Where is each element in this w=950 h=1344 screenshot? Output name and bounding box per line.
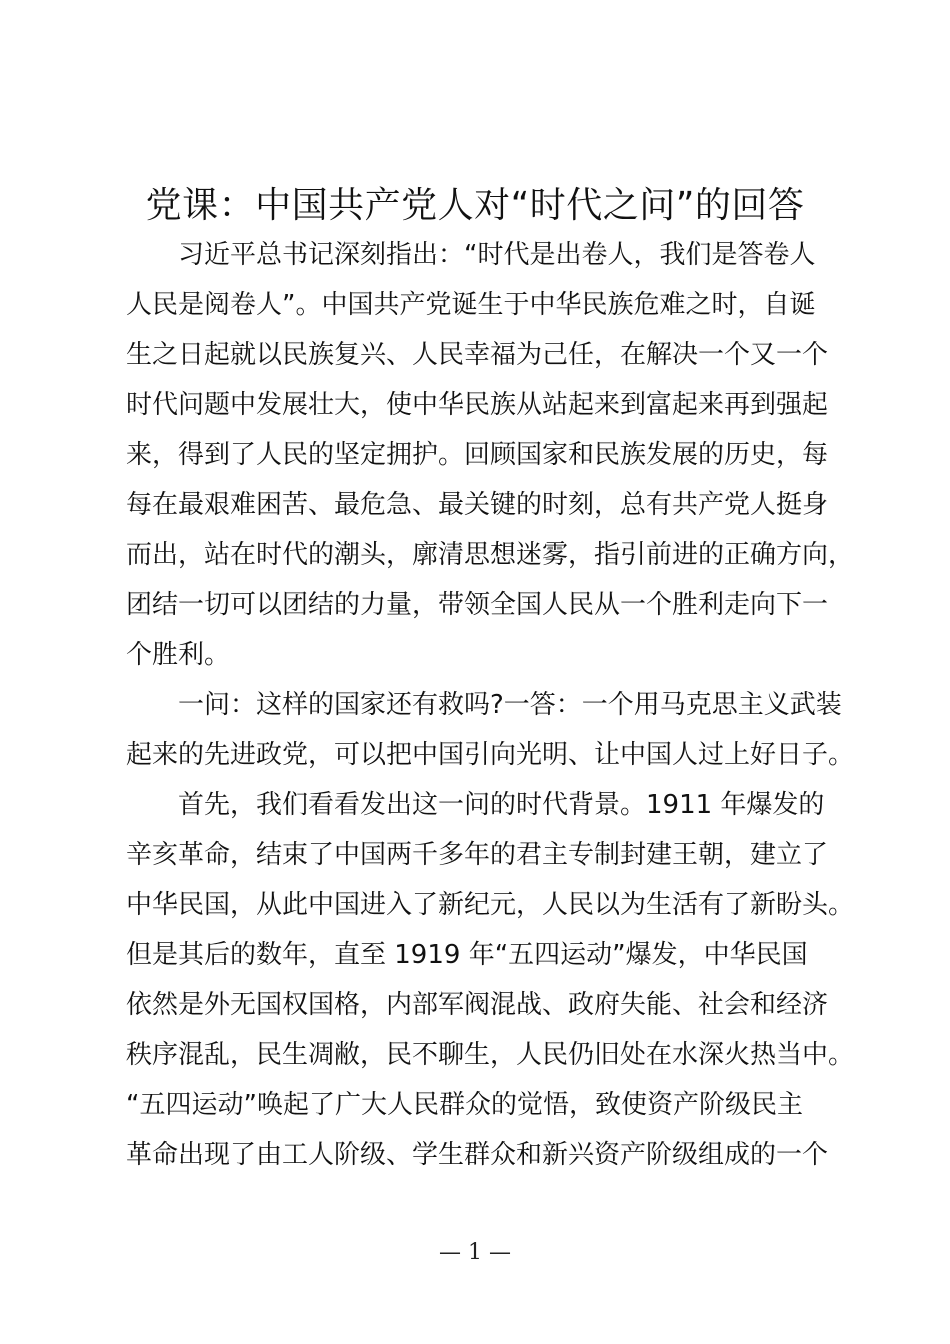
- page-number: — 1 —: [439, 1240, 511, 1265]
- text-line: 团结一切可以团结的力量，带领全国人民从一个胜利走向下一: [126, 590, 829, 620]
- text-line: 时代问题中发展壮大，使中华民族从站起来到富起来再到强起: [126, 390, 829, 420]
- text-line: 一问：这样的国家还有救吗?一答：一个用马克思主义武装: [178, 690, 842, 720]
- text-line: 人民是阅卷人”。中国共产党诞生于中华民族危难之时，自诞: [126, 290, 816, 320]
- text-line: 来，得到了人民的坚定拥护。回顾国家和民族发展的历史，每: [126, 440, 829, 470]
- text-line: 首先，我们看看发出这一问的时代背景。1911 年爆发的: [178, 790, 825, 820]
- text-line: 中华民国，从此中国进入了新纪元，人民以为生活有了新盼头。: [126, 890, 855, 920]
- text-line: 每在最艰难困苦、最危急、最关键的时刻，总有共产党人挺身: [126, 490, 829, 520]
- text-line: 革命出现了由工人阶级、学生群众和新兴资产阶级组成的一个: [126, 1140, 829, 1170]
- text-line: 依然是外无国权国格，内部军阀混战、政府失能、社会和经济: [126, 990, 829, 1020]
- text-line: 生之日起就以民族复兴、人民幸福为己任，在解决一个又一个: [126, 340, 829, 370]
- text-line: 秩序混乱，民生凋敝，民不聊生，人民仍旧处在水深火热当中。: [126, 1040, 855, 1070]
- text-line: 而出，站在时代的潮头，廓清思想迷雾，指引前进的正确方向，: [126, 540, 855, 570]
- text-line: 起来的先进政党，可以把中国引向光明、让中国人过上好日子。: [126, 740, 855, 770]
- body-text: [126, 230, 856, 1180]
- text-line: 但是其后的数年，直至 1919 年“五四运动”爆发，中华民国: [126, 940, 808, 970]
- page-title: 党课：中国共产党人对“时代之问”的回答: [145, 185, 805, 226]
- text-line: 辛亥革命，结束了中国两千多年的君主专制封建王朝，建立了: [126, 840, 829, 870]
- text-line: “五四运动”唤起了广大人民群众的觉悟，致使资产阶级民主: [126, 1090, 803, 1120]
- text-line: 习近平总书记深刻指出：“时代是出卷人，我们是答卷人: [178, 240, 816, 270]
- text-line: 个胜利。: [126, 640, 231, 670]
